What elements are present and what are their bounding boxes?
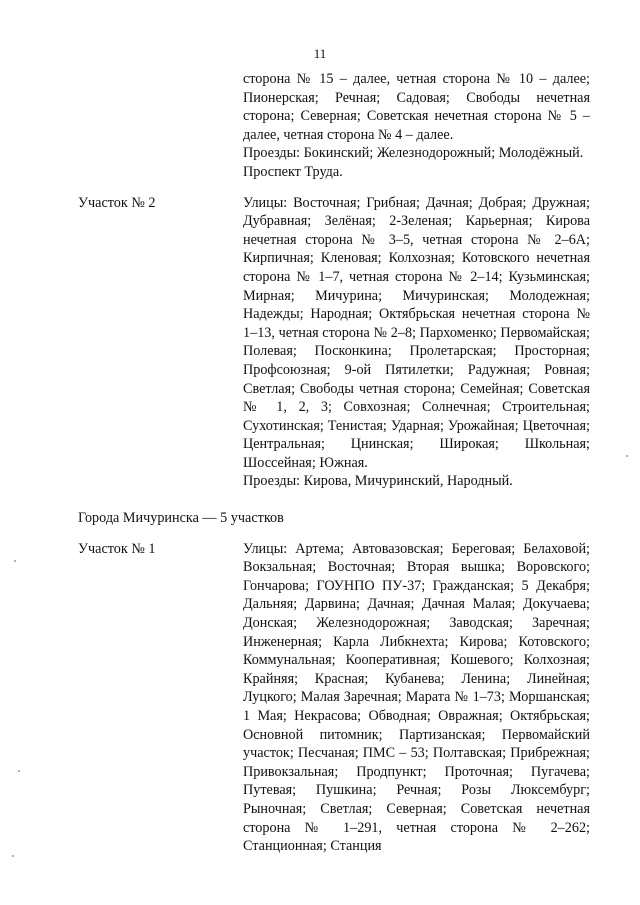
continuation-streets: сторона № 15 – далее, четная сторона № 10 – далее; Пионерская; Речная; Садовая; Свободы нечетная сторона; Северная; Советская нечетная сторона № 5 – далее, четная сторона № 4 – далее.	[243, 71, 590, 143]
uchastok-1-label: Участок № 1	[78, 540, 156, 557]
uchastok-2-text	[243, 194, 590, 492]
uchastok-1-streets: Улицы: Артема; Автовазовская; Береговая; Белаховой; Вокзальная; Восточная; Вторая вышка; Воровского; Гончарова; ГОУНПО ПУ-37; Гражданская; 5 Декабря; Дальняя; Дарвина; Дачная; Дачная Малая; Докучаева; Донская; Железнодорожная; Заводская; Заречная; Инженерная; Карла Либкнехта; Кирова; Котовского; Коммунальная; Кооперативная; Кошевого; Колхозная; Крайняя; Красная; Кубанева; Ленина; Линейная; Луцкого; Малая Заречная; Марата № 1–73; Моршанская; 1 Мая; Некрасова; Обводная; Овражная; Октябрьская; Основной питомник; Партизанская; Первомайский участок; Песчаная; ПМС – 53; Полтавская; Прибрежная; Привокзальная; Продпункт; Проточная; Пугачева; Путевая; Пушкина; Речная; Розы Люксембург; Рыночная; Светлая; Северная; Советская нечетная сторона № 1–291, четная сторона № 2–262; Станционная; Станция	[243, 540, 590, 855]
uchastok-1-block	[78, 540, 590, 856]
page-number: 11	[313, 46, 327, 61]
uchastok-2-proezdy: Проезды: Кирова, Мичуринский, Народный.	[243, 473, 513, 490]
uchastok-2-block	[78, 194, 590, 492]
continuation-proezdy: Проезды: Бокинский; Железнодорожный; Молодёжный.	[243, 145, 584, 162]
spacer	[78, 528, 590, 540]
scan-speck	[18, 770, 20, 772]
scan-speck	[12, 855, 14, 857]
uchastok-2-label: Участок № 2	[78, 194, 156, 211]
document-body	[78, 70, 590, 856]
continuation-block	[78, 70, 590, 182]
uchastok-2-streets: Улицы: Восточная; Грибная; Дачная; Добрая; Дружная; Дубравная; Зелёная; 2-Зеленая; Карьерная; Кирова нечетная сторона № 3–5, четная сторона № 2–6А; Кирпичная; Кленовая; Колхозная; Котовского нечетная сторона № 1–7, четная сторона № 2–14; Кузьминская; Мирная; Мичурина; Мичуринская; Молодежная; Надежды; Народная; Октябрьская нечетная сторона № 1–13, четная сторона № 2–8; Пархоменко; Первомайская; Полевая; Посконкина; Пролетарская; Просторная; Профсоюзная; 9-ой Пятилетки; Радужная; Ровная; Светлая; Свободы четная сторона; Семейная; Советская № 1, 2, 3; Совхозная; Солнечная; Строительная; Сухотинская; Тенистая; Ударная; Урожайная; Цветочная; Центральная; Цнинская; Широкая; Школьная; Шоссейная; Южная.	[243, 194, 590, 471]
city-heading: Города Мичуринска — 5 участков	[78, 510, 284, 527]
spacer	[78, 491, 590, 509]
uchastok-1-text	[243, 540, 590, 856]
scan-speck	[626, 455, 628, 457]
scan-speck	[14, 560, 16, 562]
continuation-prospekt: Проспект Труда.	[243, 163, 343, 180]
spacer	[78, 182, 590, 194]
continuation-text	[243, 70, 590, 182]
